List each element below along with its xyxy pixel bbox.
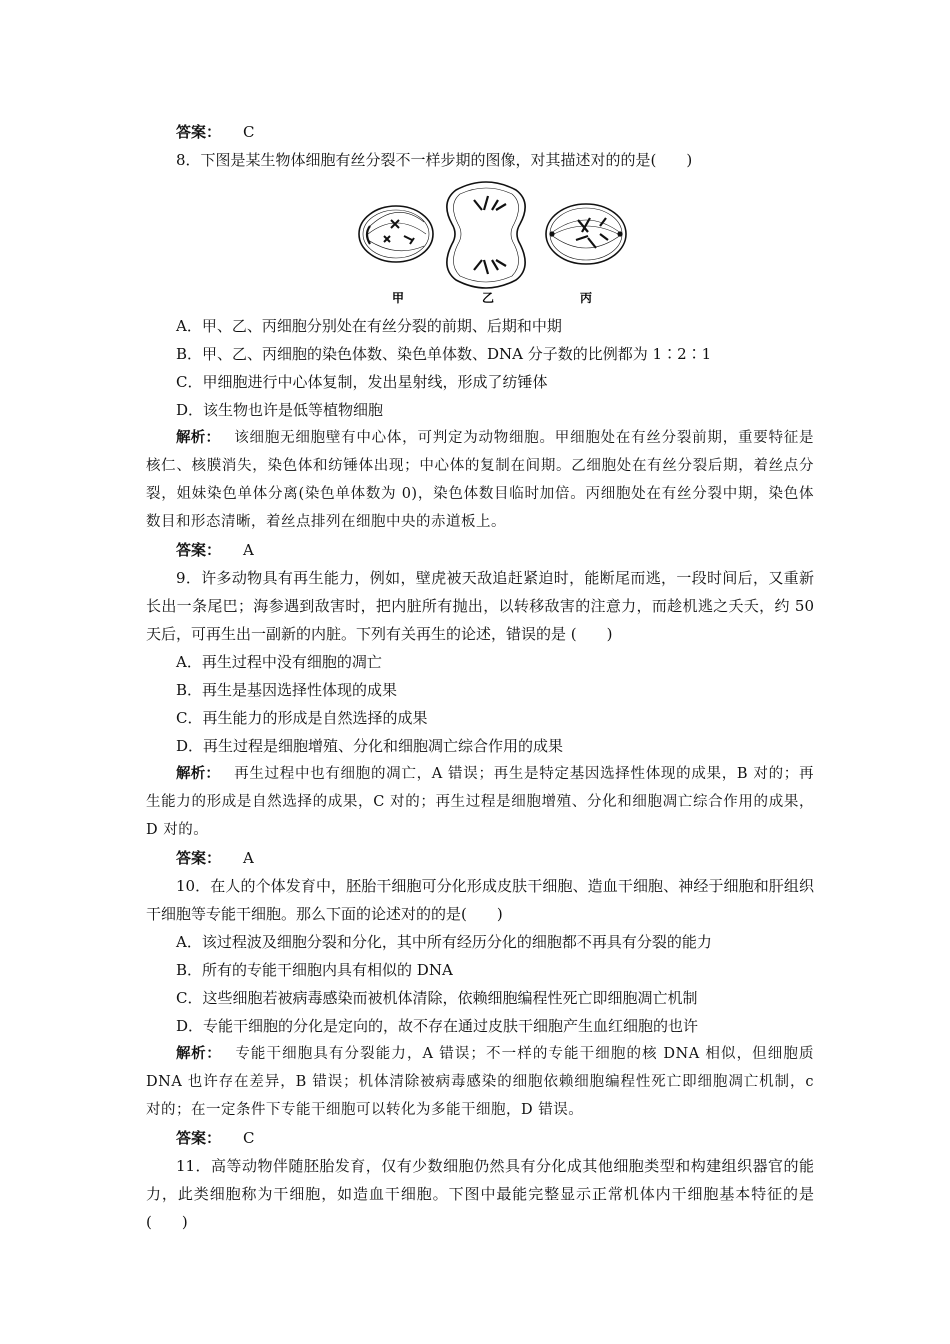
q10-option-a: A．该过程波及细胞分裂和分化，其中所有经历分化的细胞都不再具有分裂的能力 — [176, 933, 712, 951]
answer-label: 答案： — [176, 849, 222, 867]
answer-value: A — [243, 849, 254, 867]
answer-label: 答案： — [176, 123, 222, 141]
q8-option-b: B．甲、乙、丙细胞的染色体数、染色单体数、DNA 分子数的比例都为 1∶2∶1 — [176, 345, 712, 363]
figure-label-jia: 甲 — [392, 291, 405, 305]
explanation-text: 专能干细胞具有分裂能力，A 错误；不一样的专能干细胞的核 DNA 相似，但细胞质 DNA 也许存在差异，B 错误；机体清除被病毒感染的细胞依赖细胞编程性死亡即细胞凋亡机制，c 对的；在一定条件下专能干细胞可以转化为多能干细胞，D 错误。 — [146, 1046, 814, 1118]
figure-label-bing: 丙 — [580, 291, 593, 305]
q10-option-d: D．专能干细胞的分化是定向的，故不存在通过皮肤干细胞产生血红细胞的也许 — [176, 1017, 699, 1035]
mitosis-cells-diagram — [356, 178, 656, 308]
q7-answer-line — [146, 118, 814, 146]
q10-stem: 10．在人的个体发育中，胚胎干细胞可分化形成皮肤干细胞、造血干细胞、神经于细胞和肝组织干细胞等专能干细胞。那么下面的论述对的的是( ) — [146, 877, 814, 923]
q10-answer-line — [146, 1124, 814, 1152]
explanation-text: 该细胞无细胞壁有中心体，可判定为动物细胞。甲细胞处在有丝分裂前期，重要特征是核仁、核膜消失，染色体和纺锤体出现；中心体的复制在间期。乙细胞处在有丝分裂后期，着丝点分裂，姐妹染色单体分离(染色单体数为 0)，染色体数目临时加倍。丙细胞处在有丝分裂中期，染色体数目和形态清晰，着丝点排列在细胞中央的赤道板上。 — [146, 430, 815, 530]
document-page — [146, 118, 814, 1236]
q8-option-d: D．该生物也许是低等植物细胞 — [176, 401, 384, 419]
q9-stem: 9．许多动物具有再生能力，例如，壁虎被天敌追赶紧迫时，能断尾而逃，一段时间后，又重新长出一条尾巴；海参遇到敌害时，把内脏所有抛出，以转移敌害的注意力，而趁机逃之夭夭，约 50 天后，可再生出一副新的内脏。下列有关再生的论述，错误的是 ( ) — [146, 569, 814, 643]
mitosis-figure — [146, 174, 814, 312]
q10-explanation — [146, 1040, 814, 1124]
answer-value: C — [243, 123, 255, 141]
q9-option-a: A．再生过程中没有细胞的凋亡 — [176, 653, 382, 671]
q8-option-c: C．甲细胞进行中心体复制，发出星射线，形成了纺锤体 — [176, 373, 548, 391]
answer-value: A — [243, 541, 254, 559]
explanation-text: 再生过程中也有细胞的凋亡，A 错误；再生是特定基因选择性体现的成果，B 对的；再生能力的形成是自然选择的成果，C 对的；再生过程是细胞增殖、分化和细胞凋亡综合作用的成果，D 对的。 — [146, 766, 815, 838]
q8-explanation — [146, 424, 814, 536]
q8-answer-line — [146, 536, 814, 564]
q10-option-c: C．这些细胞若被病毒感染而被机体清除，依赖细胞编程性死亡即细胞凋亡机制 — [176, 989, 698, 1007]
answer-value: C — [243, 1129, 255, 1147]
answer-label: 答案： — [176, 541, 222, 559]
q9-option-b: B．再生是基因选择性体现的成果 — [176, 681, 398, 699]
explanation-label: 解析： — [176, 1045, 222, 1062]
figure-label-yi: 乙 — [482, 291, 495, 305]
q9-explanation — [146, 760, 814, 844]
q10-option-b: B．所有的专能干细胞内具有相似的 DNA — [176, 961, 453, 979]
q9-answer-line — [146, 844, 814, 872]
q11-stem: 11．高等动物伴随胚胎发育，仅有少数细胞仍然具有分化成其他细胞类型和构建组织器官的能力，此类细胞称为干细胞，如造血干细胞。下图中最能完整显示正常机体内干细胞基本特征的是( ) — [146, 1157, 814, 1231]
q8-option-a: A．甲、乙、丙细胞分别处在有丝分裂的前期、后期和中期 — [176, 317, 562, 335]
q9-option-d: D．再生过程是细胞增殖、分化和细胞凋亡综合作用的成果 — [176, 737, 564, 755]
answer-label: 答案： — [176, 1129, 222, 1147]
explanation-label: 解析： — [176, 429, 221, 446]
q8-stem: 8．下图是某生物体细胞有丝分裂不一样步期的图像，对其描述对的的是( ) — [176, 151, 693, 169]
q9-option-c: C．再生能力的形成是自然选择的成果 — [176, 709, 428, 727]
explanation-label: 解析： — [176, 765, 221, 782]
